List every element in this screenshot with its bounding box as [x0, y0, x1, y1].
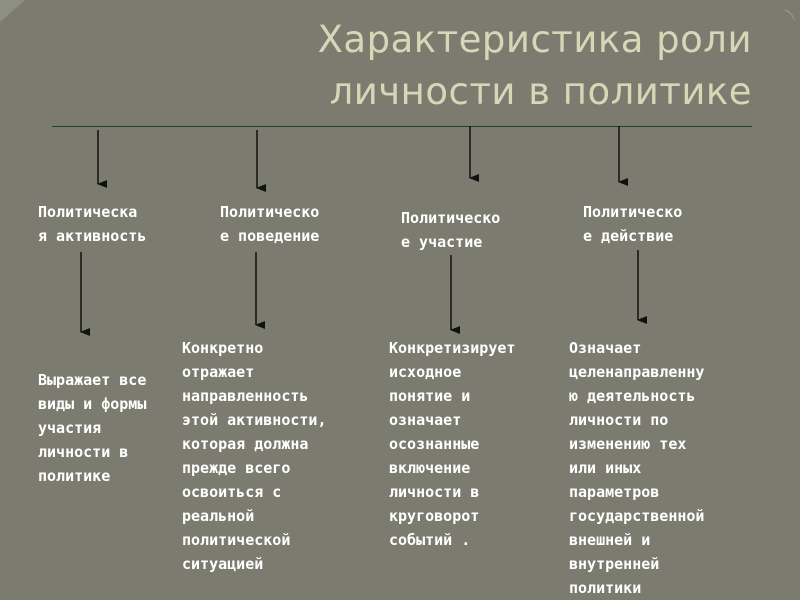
concept-label-participation: Политическо е участие: [401, 209, 501, 251]
concept-label-activity: Политическа я активность: [38, 203, 147, 245]
concept-desc-activity: Выражает все виды и формы участия личности в политике: [38, 371, 147, 485]
title-line-1: Характеристика роли: [317, 18, 752, 61]
concept-label-behavior: Политическо е поведение: [220, 203, 320, 245]
concept-desc-action: Означает целенаправленну ю деятельность личности по изменению тех или иных параметров государственной внешней и внутренней политики: [569, 339, 705, 597]
concept-desc-behavior: Конкретно отражает направленность этой активности, которая должна прежде всего освоиться с реальной политической ситуацией: [182, 339, 327, 573]
title-line-2: личности в политике: [329, 70, 752, 113]
concept-desc-participation: Конкретизирует исходное понятие и означает осознанные включение личности в круговорот событий .: [389, 339, 516, 549]
concept-label-action: Политическо е действие: [583, 203, 683, 245]
